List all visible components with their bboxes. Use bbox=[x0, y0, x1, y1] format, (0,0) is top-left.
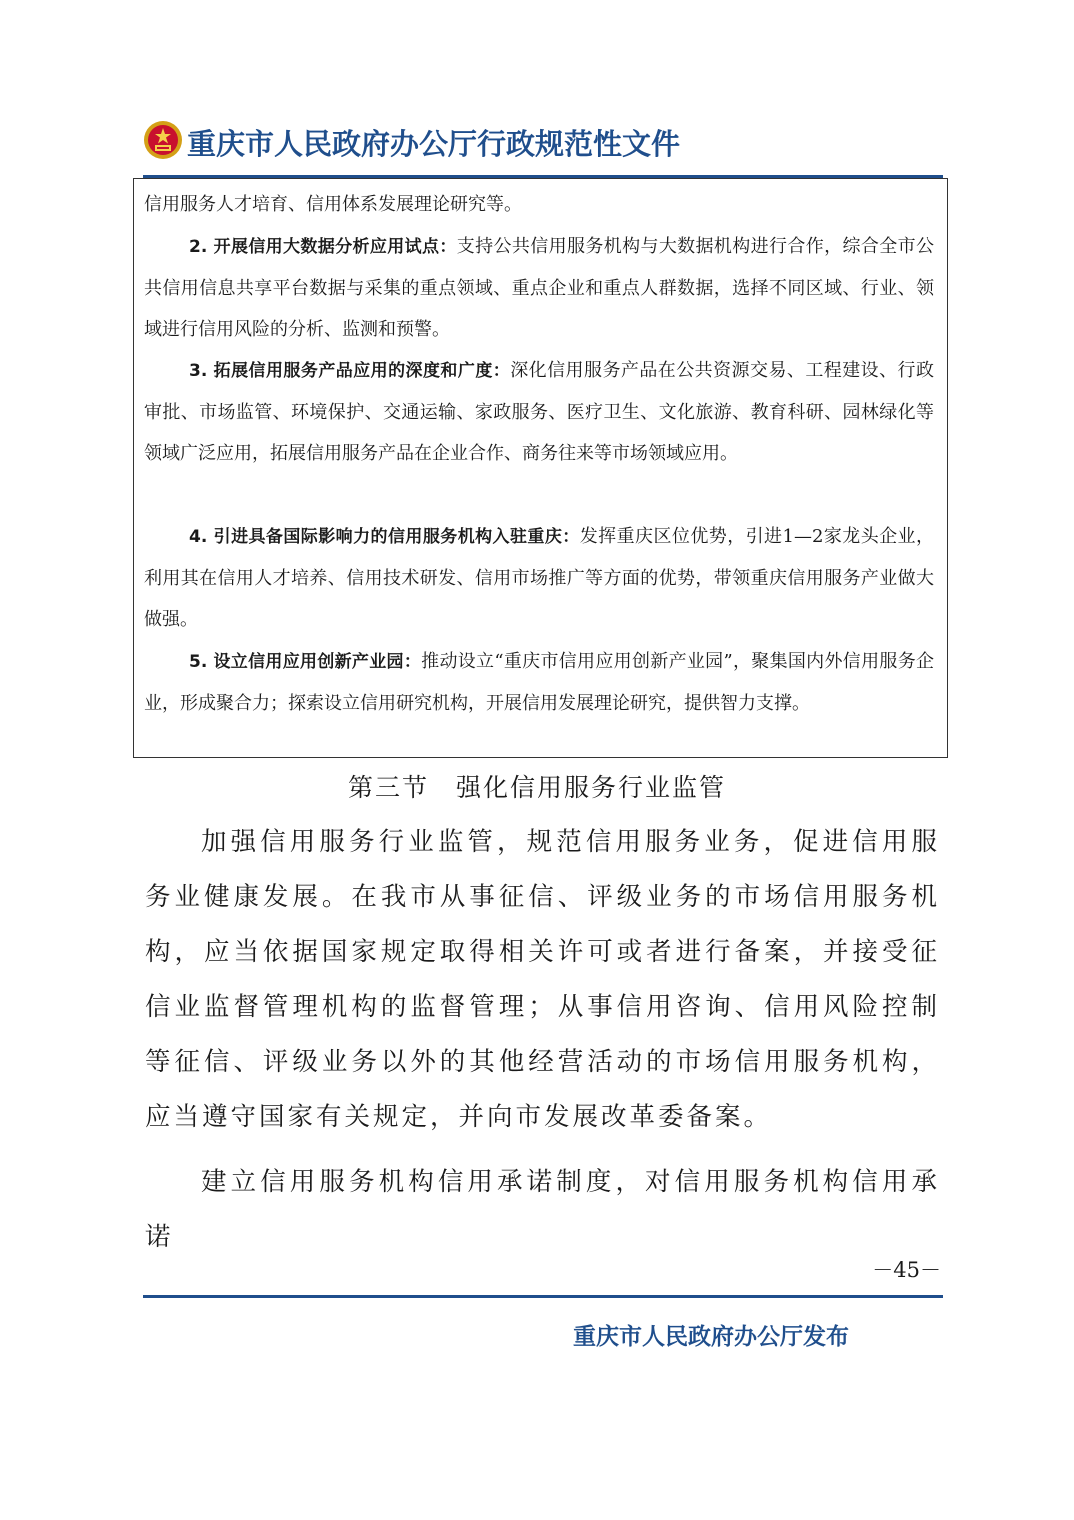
item-2-heading: 2. 开展信用大数据分析应用试点： bbox=[189, 237, 457, 257]
box-line-0: 信用服务人才培育、信用体系发展理论研究等。 bbox=[144, 194, 522, 215]
footer-rule bbox=[143, 1295, 943, 1298]
box-item-3 bbox=[144, 350, 934, 474]
content-box bbox=[133, 178, 948, 758]
item-5-text: 推动设立“重庆市信用应用创新产业园”，聚集国内外信用服务企业，形成聚合力；探索设立信用研究机构，开展信用发展理论研究，提供智力支撑。 bbox=[144, 651, 934, 714]
body-paragraph-2: 建立信用服务机构信用承诺制度，对信用服务机构信用承诺 bbox=[145, 1167, 940, 1252]
item-4-text: 发挥重庆区位优势，引进1—2家龙头企业，利用其在信用人才培养、信用技术研发、信用市场推广等方面的优势，带领重庆信用服务产业做大做强。 bbox=[144, 526, 934, 630]
page-number: －45－ bbox=[872, 1258, 941, 1282]
item-2-text: 支持公共信用服务机构与大数据机构进行合作，综合全市公共信用信息共享平台数据与采集的重点领域、重点企业和重点人群数据，选择不同区域、行业、领域进行信用风险的分析、监测和预警。 bbox=[144, 236, 934, 340]
footer-publisher: 重庆市人民政府办公厅发布 bbox=[573, 1324, 849, 1350]
section-title: 第三节 强化信用服务行业监管 bbox=[347, 773, 726, 802]
header-title: 重庆市人民政府办公厅行政规范性文件 bbox=[187, 127, 681, 161]
box-item-2 bbox=[144, 226, 934, 350]
body-paragraph-1: 加强信用服务行业监管，规范信用服务业务，促进信用服务业健康发展。在我市从事征信、评级业务的市场信用服务机构，应当依据国家规定取得相关许可或者进行备案，并接受征信业监督管理机构的监督管理；从事信用咨询、信用风险控制等征信、评级业务以外的其他经营活动的市场信用服务机构，应当遵守国家有关规定，并向市发展改革委备案。 bbox=[145, 827, 940, 1132]
item-3-heading: 3. 拓展信用服务产品应用的深度和广度： bbox=[189, 361, 511, 381]
box-item-5 bbox=[144, 641, 934, 724]
box-item-4 bbox=[144, 516, 934, 640]
item-3-text: 深化信用服务产品在公共资源交易、工程建设、行政审批、市场监管、环境保护、交通运输、家政服务、医疗卫生、文化旅游、教育科研、园林绿化等领域广泛应用，拓展信用服务产品在企业合作、商务往来等市场领域应用。 bbox=[144, 360, 934, 464]
document-header bbox=[143, 120, 943, 172]
item-4-heading: 4. 引进具备国际影响力的信用服务机构入驻重庆： bbox=[189, 527, 580, 547]
item-5-heading: 5. 设立信用应用创新产业园： bbox=[189, 652, 422, 672]
national-emblem-icon bbox=[143, 120, 183, 160]
